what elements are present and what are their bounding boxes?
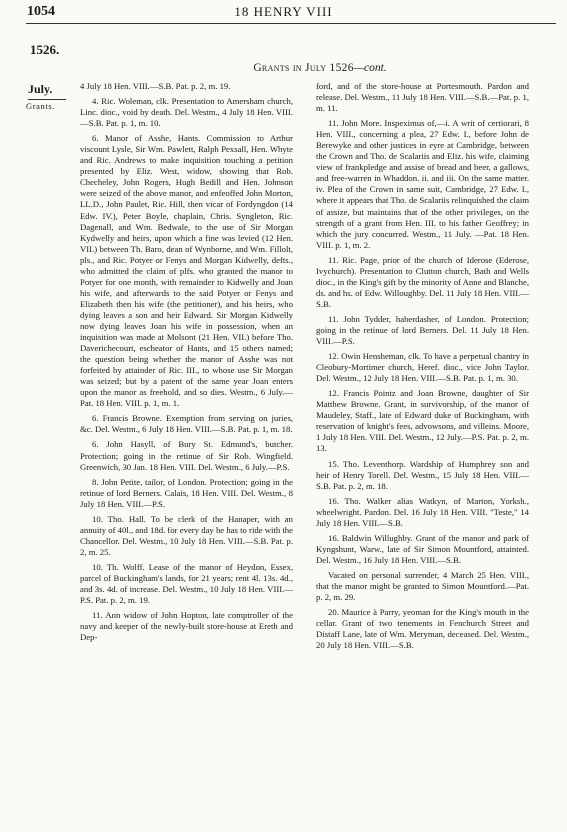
section-heading-title: Grants in July 1526 [253, 62, 354, 74]
header-rule [26, 23, 556, 24]
entry: 8. John Petite, tailor, of London. Protection; going in the retinue of lord Berners. Calais, 18 Hen. VIII. Del. Westm., 8 July 18 Hen. VIII.—P.S. [80, 476, 293, 509]
entry: 10. Tho. Hall. To be clerk of the Hanaper, with an annuity of 40l., and 18d. for every day he has to ride with the Chancellor. Del. Westm., 10 July 18 Hen. VIII.—S.B. Pat. p. 2, m. 25. [80, 513, 293, 557]
entry: 6. Francis Browne. Exemption from serving on juries, &c. Del. Westm., 6 July 18 Hen. VIII.—S.B. Pat. p. 1, m. 18. [80, 413, 293, 435]
entry: Vacated on personal surrender, 4 March 25 Hen. VIII., that the manor might be granted to Simon Mountford.—Pat. p. 2, m. 29. [316, 569, 529, 603]
entry: 11. John Tydder, haberdasher, of London. Protection; going in the retinue of lord Berners. Del. 11 July 18 Hen. VIII.—P.S. [316, 313, 529, 347]
entry: 4. Ric. Woleman, clk. Presentation to Amersham church, Linc. dioc., void by death. Del. Westm., 4 July 18 Hen. VIII.—S.B. Pat. p. 1, m. 10. [80, 96, 293, 129]
page-number: 1054 [27, 4, 55, 19]
right-column [316, 81, 529, 829]
running-head: 18 HENRY VIII [234, 4, 333, 19]
entry: 11. Ann widow of John Hopton, late comptroller of the navy and keeper of the newly-built store-house at Ereth and Dep- [80, 610, 293, 643]
left-column [80, 81, 293, 829]
margin-month: July. [28, 82, 66, 100]
entry: 11. John More. Inspeximus of,—i. A writ of certiorari, 8 Hen. VIII., concerning a plea, 27 Edw. I., before John de Berewyke and other justices in eyre at Cambridge, between the Crown and Tho. de Scalariis and Eliz. his wife, claiming view of frankpledge and assise of bread and beer, a gallows, and free-warren in Whaddon. ii. and iii. On the same matter. iv. Plea of the Crown in same suit, Cambridge, 27 Edw. I., where it appears that Tho. de Scalariis relinquished the claim of assize, but maintains that of the other privileges, on the strength of a grant from Hen. III. to his father Geoffrey; in which the jury concurred. Westm., 11 July. —Pat. 18 Hen. VIII. p. 1, m. 2. [316, 118, 529, 250]
entry: 11. Ric. Page, prior of the church of Iderose (Ederose, Ivychurch). Presentation to Clutton church, Bath and Wells dioc., in the King's gift by the minority of Anne and Blanche, ds. and hs. of Edw. Willoughby. Del. 11 July 18 Hen. VIII.—S.B. [316, 254, 529, 309]
entry: 12. Owin Hensheman, clk. To have a perpetual chantry in Cleobury-Mortimer church, Heref. dioc., vice John Taylor. Del. Westm., 12 July 18 Hen. VIII.—S.B. Pat. p. 1, m. 30. [316, 351, 529, 384]
margin-label: Grants. [26, 101, 55, 111]
section-heading [80, 62, 560, 74]
entry: 6. John Hasyll, of Bury St. Edmund's, butcher. Protection; going in the retinue of Sir Rob. Wingfield. Greenwich, 30 Jan. 18 Hen. VIII. Del. Westm., 6 July.—P.S. [80, 439, 293, 472]
year-heading: 1526. [30, 42, 60, 57]
entry: 4 July 18 Hen. VIII.—S.B. Pat. p. 2, m. 19. [80, 81, 231, 91]
entry: 15. Tho. Leventhorp. Wardship of Humphrey son and heir of Henry Torell. Del. Westm., 15 July 18 Hen. VIII.—S.B. Pat. p. 2, m. 18. [316, 458, 529, 491]
entry: 12. Francis Pointz and Joan Browne, daughter of Sir Matthew Browne. Grant, in survivorship, of the manor of Maudeley, Staff., late of Edward duke of Buckingham, with reservation of knight's fees, advowsons, and villeins. Moore, 1 July 18 Hen. VIII. Del. Westm., 12 July.—P.S. Pat. p. 2, m. 13. [316, 388, 529, 454]
section-heading-cont: —cont. [353, 62, 387, 74]
entry: ford, and of the store-house at Portesmouth. Pardon and release. Del. Westm., 11 July 18 Hen. VIII.—S.B.—Pat. p. 1, m. 11. [316, 81, 529, 114]
entry: 16. Tho. Walker alias Watkyn, of Marton, Yorksh., wheelwright. Pardon. Del. 16 July 18 Hen. VIII. "Teste," 14 July 18 Hen. VIII.—S.B. [316, 495, 529, 528]
entry: 10. Th. Wolff. Lease of the manor of Heydon, Essex, parcel of Buckingham's lands, for 21 years; rent 4l. 13s. 4d., and 3s. 4d. of increase. Del. Westm., 10 July 18 Hen. VIII.—P.S. Pat. p. 2, m. 19. [80, 561, 293, 606]
entry: 20. Maurice à Parry, yeoman for the King's mouth in the cellar. Grant of two tenements in Fenchurch Street and Distaff Lane, late of Wm. Meryman, deceased. Del. Westm., 20 July 18 Hen. VIII.—S.B. [316, 607, 529, 651]
entry: 6. Manor of Asshe, Hants. Commission to Arthur viscount Lysle, Sir Wm. Pawlett, Ralph Pexsall, Hen. Whyte and Ric. Andrews to make inquisition touching a petition presented by Eliz. West, widow, showing that Rob. Checheley, John Rogers, Hugh Bedill and Hen. Johnson were seized of the above manor, and enfeoffed John Morton, LL.D., John Paulet, Ric. Hill, then vicar of Fordyngdon (14 Edw. IV.), Peter Boyle, chaplain, Chris. Syngleton, Ric. Dagenall, and Wm. Bedwale, to the use of Sir Morgan Kydwelly and heirs, upon which a fine was levied (12 Hen. VII.) between Th. Baro, dean of Wynborne, and Wm. Fillolt, pls., and Ric. Potyer or Fenys and Morgan Kidwelly, defts., who admitted the claim of plfs. who granted the manor to Potyer for one month, with remainder to Kidwelly and Joan his wife, and afterwards to the said Potyer or Fenys and Elizabeth then his wife (the petitioner), and his heirs, who dying leaves a son and heir Edward. Sir Morgan Kidwelly now dying leaves Joan his wife in possession, when an inquisition was made at Molsont (21 Hen. VII.) before Tho. Daverichecourt, escheator of Hants, and 15 others named; the question being whether the manor of Asshe was not forfeited by attainder of Ric. III., to whose use Sir Morgan was seized; but by a patent of the same year Joan enters upon the manor as freehold, and so dies. Westm., 6 July.—Pat. 18 Hen. VIII. p. 1, m. 1. [80, 133, 293, 409]
entry: 16. Baldwin Willughby. Grant of the manor and park of Kyngshunt, Warw., late of Sir Simon Mountford, attainted. Del. Westm., 16 July 18 Hen. VIII.—S.B. [316, 532, 529, 565]
